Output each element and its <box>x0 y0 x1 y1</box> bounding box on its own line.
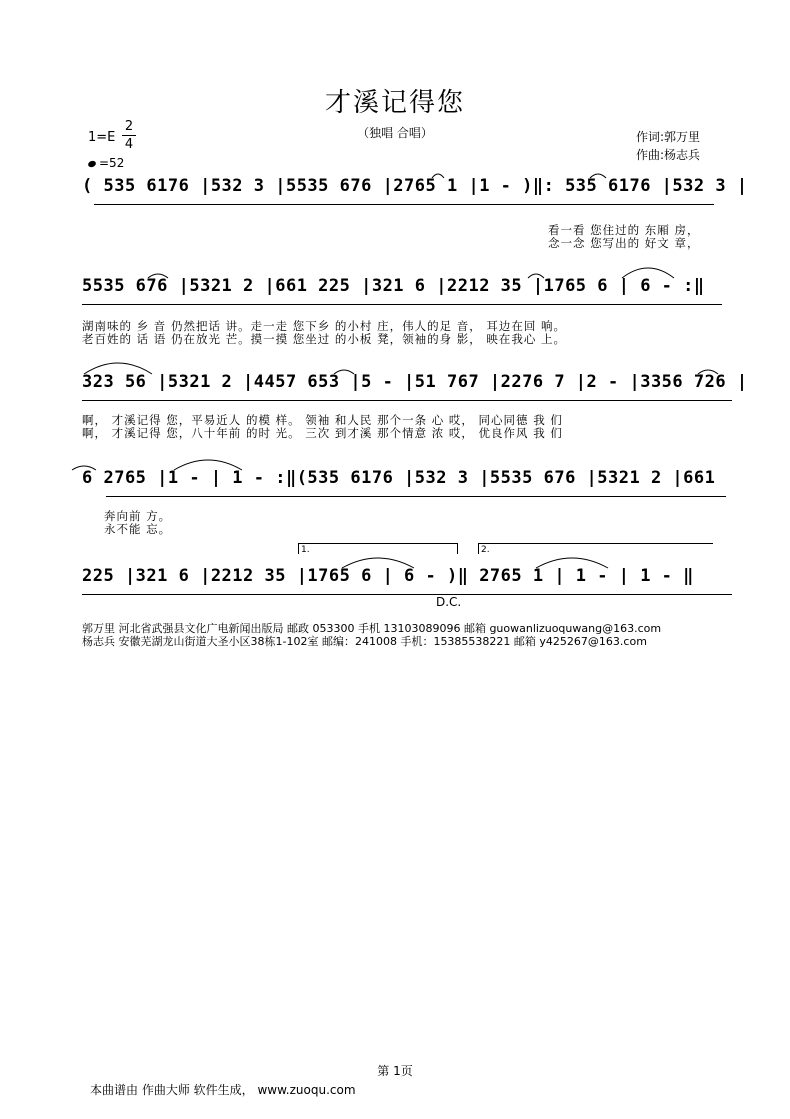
slur-marks <box>82 468 742 508</box>
lyric-row-1-verse-2: 念一念 您写出的 好文 章， <box>548 236 700 250</box>
score-row-1 <box>82 176 748 216</box>
notation-row-4: 6 2765 |1 - | 1 - :‖(535 6176 |532 3 |5535 676 |5321 2 |661 <box>82 468 716 488</box>
page-number: 第 1页 <box>377 1064 413 1078</box>
composer-contact: 杨志兵 安徽芜湖龙山街道大圣小区38栋1-102室 邮编：241008 手机：15385538221 邮箱 y425267@163.com <box>82 635 647 648</box>
notation-row-5: 225 |321 6 |2212 35 |1765 6 | 6 - )‖ 2765 1 | 1 - | 1 - ‖ <box>82 566 694 586</box>
score-row-5 <box>82 566 742 606</box>
lyric-row-4-verse-2: 永不能 忘。 <box>104 522 172 536</box>
notation-row-2: 5535 676 |5321 2 |661 225 |321 6 |2212 35 |1765 6 | 6 - :‖ <box>82 276 705 296</box>
lyricist-credit: 作词:郭万里 <box>636 130 701 144</box>
time-signature <box>122 118 136 153</box>
song-title: 才溪记得您 <box>324 88 465 118</box>
notation-row-1: ( 535 6176 |532 3 |5535 676 |2765 1 |1 - )‖: 535 6176 |532 3 | <box>82 176 748 196</box>
key-signature: 1=E <box>88 130 116 145</box>
lyric-row-1-verse-1: 看一看 您住过的 东厢 房， <box>548 223 700 237</box>
lyric-row-3-verse-1: 啊， 才溪记得 您，平易近人 的模 样。 领袖 和人民 那个一条 心 哎， 同心同德 我 们 <box>82 413 563 427</box>
slur-marks <box>82 176 742 216</box>
lyric-row-3-verse-2: 啊， 才溪记得 您，八十年前 的时 光。 三次 到才溪 那个情意 浓 哎， 优良作风 我 们 <box>82 426 563 440</box>
time-denominator: 4 <box>122 135 136 153</box>
time-numerator: 2 <box>124 119 134 134</box>
lyric-row-2-verse-2: 老百姓的 话 语 仍在放光 芒。摸一摸 您坐过 的小板 凳，领袖的身 影， 映在我心 上。 <box>82 332 567 346</box>
lyricist-contact: 郭万里 河北省武强县文化广电新闻出版局 邮政 053300 手机 13103089096 邮箱 guowanlizuoquwang@163.com <box>82 622 662 635</box>
volta-bracket-1 <box>298 543 458 554</box>
slur-marks <box>82 276 742 316</box>
generator-credit: 本曲谱由 作曲大师 软件生成， www.zuoqu.com <box>90 1083 356 1097</box>
quarter-note-icon <box>87 159 97 167</box>
song-subtitle: （独唱 合唱） <box>357 126 433 140</box>
lyric-row-2-verse-1: 湖南味的 乡 音 仍然把话 讲。走一走 您下乡 的小村 庄，伟人的足 音， 耳边在回 响。 <box>82 319 567 333</box>
notation-row-3: 323 56 |5321 2 |4457 653 |5 - |51 767 |2276 7 |2 - |3356 726 | <box>82 372 748 392</box>
da-capo-marking: D.C. <box>436 595 462 609</box>
score-row-3 <box>82 372 748 412</box>
score-row-2 <box>82 276 742 316</box>
slur-marks <box>82 566 742 606</box>
volta-bracket-2 <box>478 543 713 554</box>
lyric-row-4-verse-1: 奔向前 方。 <box>104 509 172 523</box>
volta-label-2: 2. <box>481 545 490 555</box>
composer-credit: 作曲:杨志兵 <box>636 148 701 162</box>
slur-marks <box>82 372 742 412</box>
tempo-value: =52 <box>99 156 125 170</box>
volta-label-1: 1. <box>301 545 310 555</box>
tempo-marking <box>88 156 124 170</box>
score-row-4 <box>82 468 742 508</box>
